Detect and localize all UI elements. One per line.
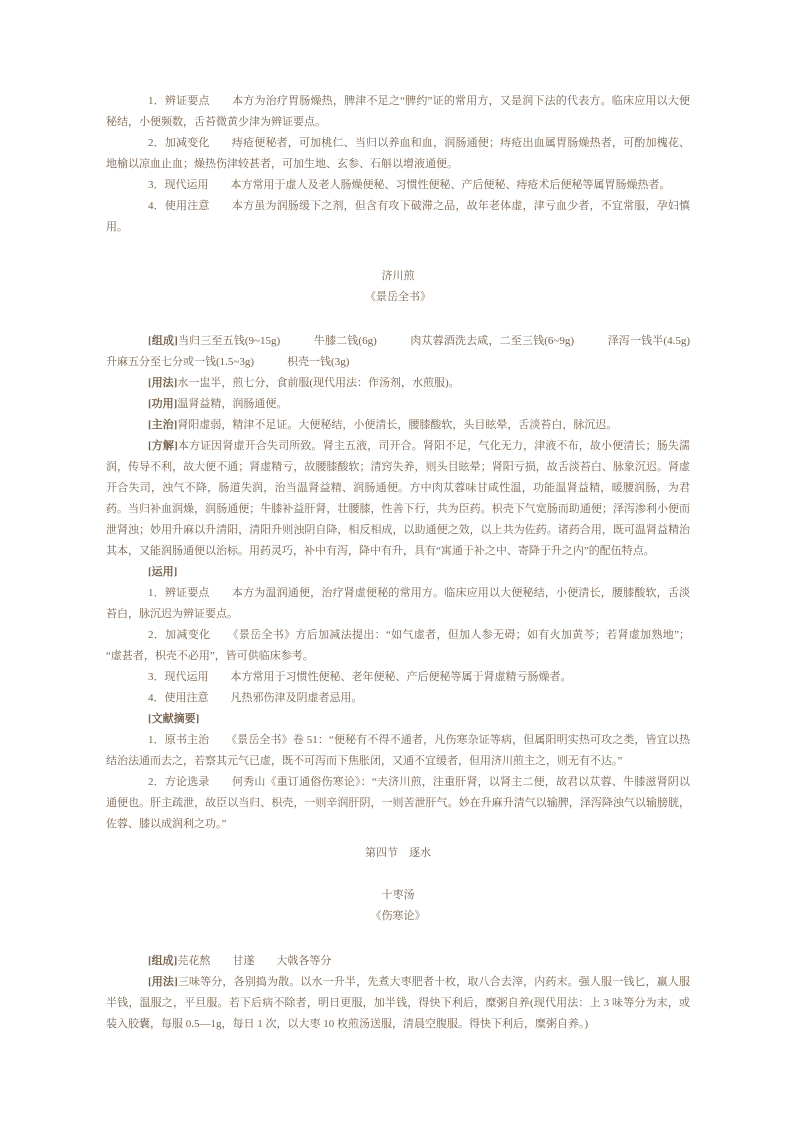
indication-section xyxy=(106,415,690,436)
composition-section xyxy=(106,331,723,373)
application-point-cautions: 4．使用注意 凡热邪伤津及阴虚者忌用。 xyxy=(148,692,363,704)
formula-source-jingyuequanshu: 《景岳全书》 xyxy=(365,291,431,303)
usage-point-modern-application: 3．现代运用 本方常用于虚人及老人肠燥便秘、习惯性便秘、产后便秘、痔疮术后便秘等属胃肠燥热者。 xyxy=(148,179,671,191)
formula-title-shizaotang: 十枣汤 xyxy=(381,889,415,901)
literature-original-indication: 1．原书主治 《景岳全书》卷 51：“便秘有不得不通者，凡伤寒杂证等病，但属阳明实热可攻之类，皆宜以热结治法通而去之，若察其元气已虚，既不可泻而下焦胀闭，又通不宜缓者，但用济川煎主之，则无有不达。” xyxy=(106,734,690,767)
literature-label: [文献摘要] xyxy=(148,713,200,725)
analysis-section xyxy=(106,436,690,562)
composition-label-2: [组成] xyxy=(148,955,178,967)
indication-text: 肾阳虚弱，精津不足证。大便秘结，小便清长，腰膝酸软，头目眩晕，舌淡苔白，脉沉迟。 xyxy=(177,419,618,431)
literature-section-heading xyxy=(106,709,690,730)
application-point-modifications: 2．加减变化 《景岳全书》方后加减法提出：“如气虚者，但加人参无碍；如有火加黄芩；若肾虚加熟地”；“虚甚者，枳壳不必用”，皆可供临床参考。 xyxy=(106,629,690,662)
usage-point-cautions: 4．使用注意 本方虽为润肠缓下之剂，但含有攻下破滞之品，故年老体虚，津亏血少者，不宜常服，孕妇慎用。 xyxy=(106,200,690,233)
analysis-text: 本方证因肾虚开合失司所致。肾主五液，司开合。肾阳不足，气化无力，津液不布，故小便清长；肠失濡润，传导不利，故大便不通；肾虚精亏，故腰膝酸软；清窍失养，则头目眩晕；肾阳亏损，故舌淡苔白、脉象沉迟。肾虚开合失司，浊气不降，肠道失润，治当温肾益精、润肠通便。方中肉苁蓉味甘咸性温，功能温肾益精，暖腰润肠，为君药。当归补血润燥，润肠通便；牛膝补益肝肾，壮腰膝，性善下行，共为臣药。枳壳下气宽肠而助通便；泽泻渗利小便而泄肾浊；妙用升麻以升清阳，清阳升则浊阴自降，相反相成，以助通便之效，以上共为佐药。诸药合用，既可温肾益精治其本，又能润肠通便以治标。用药灵巧，补中有泻，降中有升，具有“寓通于补之中、寄降于升之内”的配伍特点。 xyxy=(106,440,691,557)
application-label: [运用] xyxy=(148,566,178,578)
usage-point-differentiation: 1．辨证要点 本方为治疗胃肠燥热，脾津不足之“脾约”证的常用方，又是润下法的代表方。临床应用以大便秘结，小便频数，舌苔微黄少津为辨证要点。 xyxy=(106,95,690,128)
literature-commentary: 2．方论选录 何秀山《重订通俗伤寒论》：“夫济川煎，注重肝肾，以肾主二便，故君以苁蓉、牛膝滋肾阴以通便也。肝主疏泄，故臣以当归、枳壳，一则辛润肝阴，一则苦泄肝气。妙在升麻升清气以输脾，泽泻降浊气以输膀胱，佐蓉、膝以成润利之功。” xyxy=(106,776,690,830)
preparation-section xyxy=(106,373,690,394)
preparation-text-2: 三味等分，各别捣为散。以水一升半，先煮大枣肥者十枚，取八合去滓，内药末。强人服一钱匕，羸人服半钱，温服之，平旦服。若下后病不除者，明日更服，加半钱，得快下利后，糜粥自养(现代用法：上 3 味等分为末，或装入胶囊，每服 0.5—1g，每日 1 次，以大枣 10 枚煎汤送服，清晨空腹服。得快下利后，糜粥自养。) xyxy=(106,976,691,1030)
preparation-label: [用法] xyxy=(148,377,178,389)
composition-section-2 xyxy=(106,951,690,972)
formula-source-shanghanlun: 《伤寒论》 xyxy=(370,910,426,922)
composition-text: 当归三至五钱(9~15g) 牛膝二钱(6g) 肉苁蓉酒洗去咸，二至三钱(6~9g) 泽泻一钱半(4.5g) 升麻五分至七分或一钱(1.5~3g) 枳壳一钱(3g) xyxy=(106,335,723,368)
function-label: [功用] xyxy=(148,398,178,410)
preparation-section-2 xyxy=(106,972,690,1035)
function-section xyxy=(106,394,690,415)
usage-point-modifications: 2．加减变化 痔疮便秘者，可加桃仁、当归以养血和血，润肠通便；痔疮出血属胃肠燥热者，可酌加槐花、地榆以凉血止血；燥热伤津较甚者，可加生地、玄参、石斛以增液通便。 xyxy=(106,137,690,170)
indication-label: [主治] xyxy=(148,419,178,431)
application-point-modern-application: 3．现代运用 本方常用于习惯性便秘、老年便秘、产后便秘等属于肾虚精亏肠燥者。 xyxy=(148,671,572,683)
application-point-differentiation: 1．辨证要点 本方为温润通便，治疗肾虚便秘的常用方。临床应用以大便秘结，小便清长，腰膝酸软，舌淡苔白，脉沉迟为辨证要点。 xyxy=(106,587,690,620)
formula-title-jichuanjian: 济川煎 xyxy=(381,270,415,282)
preparation-text: 水一盅半，煎七分，食前服(现代用法：作汤剂，水煎服)。 xyxy=(177,377,460,389)
application-section-heading xyxy=(106,562,690,583)
composition-label: [组成] xyxy=(148,335,178,347)
function-text: 温肾益精，润肠通便。 xyxy=(177,398,288,410)
section-heading-zhushui: 第四节 逐水 xyxy=(365,847,431,859)
preparation-label-2: [用法] xyxy=(148,976,178,988)
analysis-label: [方解] xyxy=(148,440,178,452)
composition-text-2: 芫花熬 甘遂 大戟各等分 xyxy=(177,955,332,967)
document-content xyxy=(106,91,723,1035)
